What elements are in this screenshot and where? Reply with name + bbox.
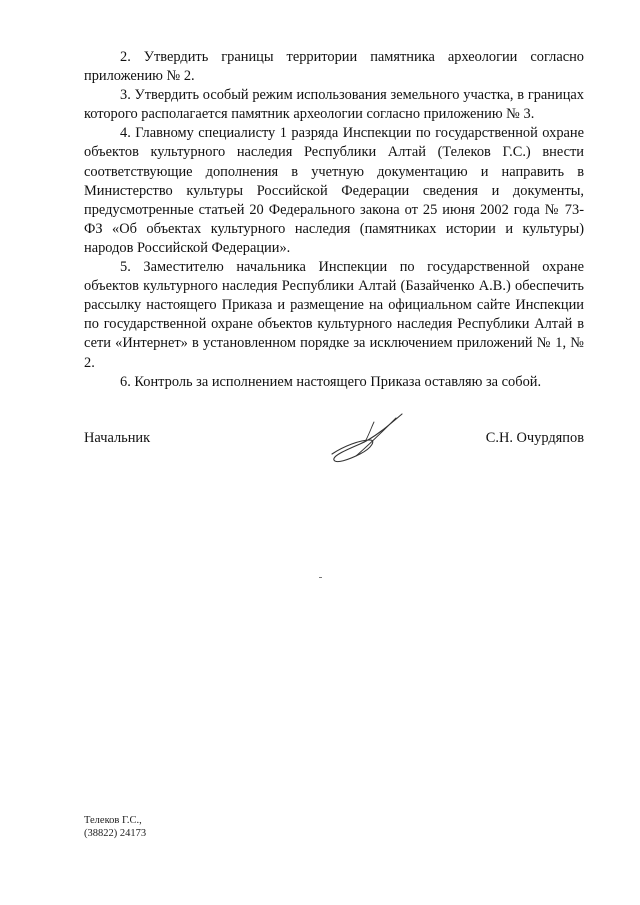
signatory-name: С.Н. Очурдяпов: [485, 430, 584, 446]
signature-block: [84, 428, 584, 478]
paragraph-item-5: 5. Заместителю начальника Инспекции по государственной охране объектов культурного наследия Республики Алтай (Базайченко А.В.) обеспечить рассылку настоящего Приказа и размещение на официальном сайте Инспекции по государственной охране объектов культурного наследия Республики Алтай в сети «Интернет» в установленном порядке за исключением приложений № 1, № 2.: [84, 259, 584, 371]
executor-phone: (38822) 24173: [84, 828, 147, 839]
signatory-position: Начальник: [84, 430, 151, 446]
paragraph-item-3: 3. Утвердить особый режим использования земельного участка, в границах которого располагается памятник археологии согласно приложению № 3.: [84, 87, 584, 123]
handwritten-signature: [326, 410, 414, 468]
paragraph-item-4: 4. Главному специалисту 1 разряда Инспекции по государственной охране объектов культурного наследия Республики Алтай (Телеков Г.С.) внести соответствующие дополнения в учетную документацию и направить в Министерство культуры Российской Федерации сведения и документы, предусмотренные статьей 20 Федерального закона от 25 июня 2002 года № 73-ФЗ «Об объектах культурного наследия (памятниках истории и культуры) народов Российской Федерации».: [84, 125, 584, 256]
executor-footer: [84, 814, 146, 840]
document-body: [84, 48, 584, 392]
paragraph-item-6: 6. Контроль за исполнением настоящего Приказа оставляю за собой.: [120, 373, 542, 390]
executor-name: Телеков Г.С.,: [84, 815, 142, 826]
paragraph-item-2: 2. Утвердить границы территории памятника археологии согласно приложению № 2.: [84, 49, 584, 85]
scan-speck: [319, 577, 322, 578]
